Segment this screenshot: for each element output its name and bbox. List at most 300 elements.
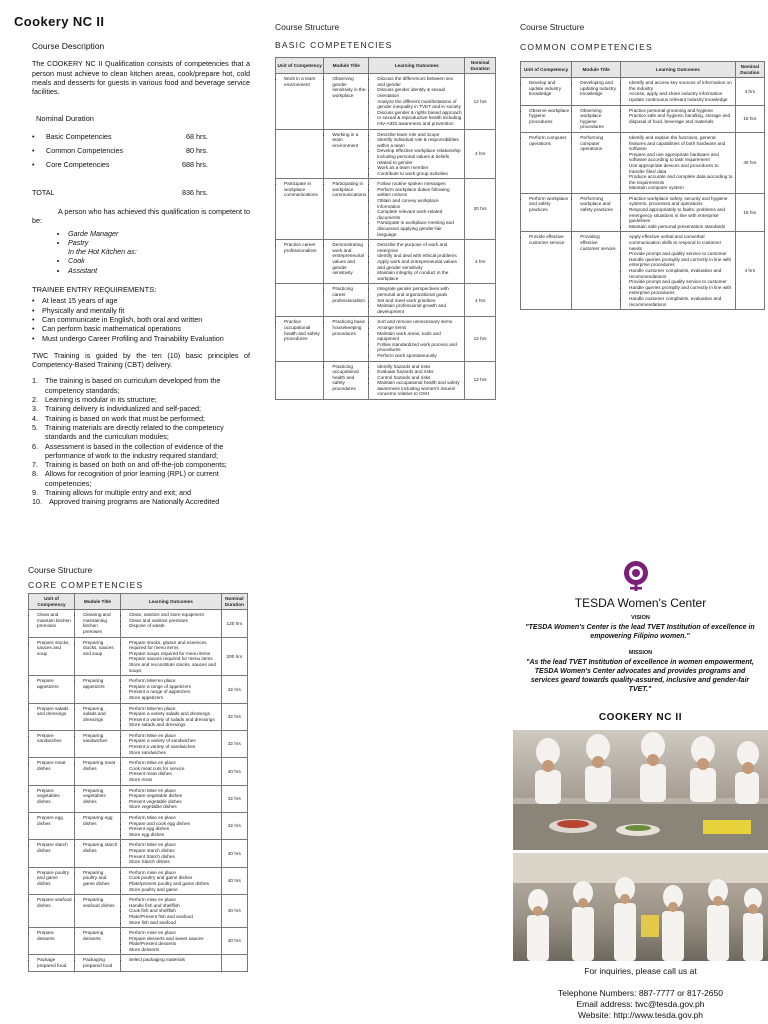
outcome-item: • Produce accurate and complete data according to the requirements: [629, 174, 733, 185]
total-row: [32, 188, 250, 197]
module-cell: [324, 74, 369, 129]
unit-text: • Prepare meat dishes: [37, 760, 72, 771]
outcome-item: • Present egg dishes: [129, 826, 219, 832]
role-item: • Garde Manager: [68, 229, 250, 238]
unit-list: [523, 80, 569, 97]
outcomes-cell: [369, 284, 465, 317]
unit-list: [31, 788, 72, 805]
unit-list: [31, 733, 72, 744]
role-item: • Pastry: [68, 238, 250, 247]
duration-hours: 68 hrs.: [186, 131, 208, 141]
duration-cell: 4 hrs: [735, 232, 764, 310]
outcomes-cell: [369, 240, 465, 284]
unit-text: • Prepare seafood dishes: [37, 897, 72, 908]
outcome-item: • Perform work spontaneously: [377, 353, 462, 359]
outcomes-list: [123, 957, 219, 963]
unit-cell: [29, 637, 75, 676]
unit-text: • Provide effective customer service: [529, 234, 569, 245]
col-module: Module Title: [324, 58, 369, 74]
outcome-item: • Follow routine spoken messages: [377, 181, 462, 187]
duration-cell: 32 hrs: [221, 813, 247, 840]
module-list: [77, 706, 118, 723]
outcomes-list: [123, 612, 219, 629]
tesda-womens-center-logo-icon: [618, 560, 654, 592]
module-cell: [324, 284, 369, 317]
entry-requirement-text: Must undergo Career Profiling and Trainability Evaluation: [42, 333, 224, 343]
outcomes-list: [371, 364, 462, 398]
module-text: • Participating in workplace communications: [332, 181, 366, 198]
principle-number: 2.: [32, 395, 38, 405]
unit-text: • Prepare desserts: [37, 930, 72, 941]
outcome-item: • Plate/Present fish and seafood: [129, 914, 219, 920]
duration-cell: 16 hrs: [735, 105, 764, 132]
outcomes-list: [123, 930, 219, 952]
unit-list: [278, 319, 321, 341]
outcome-item: • Perform Mise en place: [129, 815, 219, 821]
principle-text: The training is based on curriculum developed from the competency standards;: [45, 376, 221, 395]
entry-requirements-list: [32, 296, 250, 342]
table-row: [29, 785, 248, 812]
unit-list: [278, 76, 321, 87]
module-cell: [572, 193, 621, 232]
outcome-item: • Discuss the differences between sex and gender: [377, 76, 462, 87]
duration-cell: 4 hrs: [465, 284, 496, 317]
module-text: • Cleaning and maintaining kitchen premises: [83, 612, 118, 634]
outcome-item: • Work as a team member: [377, 165, 462, 171]
outcome-item: • Describe the purpose of work and enterprise: [377, 242, 462, 253]
table-row: [29, 840, 248, 867]
common-competencies-heading: COMMON COMPETENCIES: [520, 42, 653, 52]
outcomes-cell: [120, 610, 221, 637]
outcomes-list: [623, 108, 733, 125]
outcome-item: • Present meat dishes: [129, 771, 219, 777]
outcomes-cell: [369, 317, 465, 361]
course-description-heading: Course Description: [32, 41, 105, 51]
outcome-item: • Present a variety of sandwiches: [129, 744, 219, 750]
outcomes-cell: [120, 703, 221, 730]
unit-text: • Prepare appetizers: [37, 678, 72, 689]
outcome-item: • Present a range of appetizers: [129, 689, 219, 695]
principle-text: Assessment is based in the collection of evidence of the performance of work to the industry required standard;: [45, 441, 224, 460]
outcome-item: • Present Starch dishes: [129, 854, 219, 860]
outcomes-list: [371, 242, 462, 281]
duration-cell: 12 hrs: [465, 361, 496, 400]
module-cell: [572, 132, 621, 193]
principle-item: [32, 442, 250, 461]
principle-item: [32, 404, 250, 413]
module-cell: [324, 361, 369, 400]
kitchen-photo-trainees-cooking: [513, 730, 768, 850]
duration-cell: 32 hrs: [221, 703, 247, 730]
unit-cell: [276, 129, 324, 179]
outcome-item: • Prepare a variety of sandwiches: [129, 738, 219, 744]
duration-cell: 200 hrs: [221, 637, 247, 676]
role-item: • Assistant: [68, 266, 250, 275]
common-competencies-table: [520, 61, 765, 310]
module-list: [77, 678, 118, 689]
unit-text: • Prepare salads and dressings: [37, 706, 72, 717]
module-text: • Developing and updating industry knowledge: [580, 80, 618, 97]
principle-number: 3.: [32, 404, 38, 414]
outcome-item: • Apply work and entrepreneurial values and gender sensitivity: [377, 259, 462, 270]
outcomes-cell: [369, 129, 465, 179]
outcome-item: • Maintain work areas, tools and equipment: [377, 331, 462, 342]
unit-list: [523, 234, 569, 245]
twc-intro: TWC Training is guided by the ten (10) basic principles of Competency-Based Training (CBT) delivery.: [32, 350, 250, 370]
principle-item: [32, 376, 250, 395]
col-outcomes: Learning Outcomes: [120, 594, 221, 610]
module-cell: [74, 703, 120, 730]
kitchen-photo-class-group: [513, 853, 768, 961]
module-list: [77, 760, 118, 771]
principle-number: 1.: [32, 376, 38, 386]
principle-number: 4.: [32, 413, 38, 423]
unit-list: [31, 870, 72, 887]
outcome-item: • Respond appropriately to faults, problems and emergency situations in line with enterprise guidelines: [629, 207, 733, 224]
outcome-item: • Perform mise en place: [129, 930, 219, 936]
principle-number: 7.: [32, 460, 38, 470]
module-cell: [324, 129, 369, 179]
mission-text: "As the lead TVET Institution of excellence in women empowerment, TESDA Women's Center advocates and provides programs and services geard towards quality-assured, inclusive and gender-fair TVET.": [526, 659, 754, 693]
module-list: [326, 181, 366, 198]
module-list: [77, 870, 118, 887]
table-row: [276, 240, 496, 284]
outcomes-list: [123, 760, 219, 782]
unit-text: • Observe workplace hygiene procedures: [529, 108, 569, 125]
outcome-item: • Store Starch dishes: [129, 859, 219, 865]
outcomes-cell: [369, 179, 465, 240]
unit-cell: [276, 284, 324, 317]
outcomes-list: [123, 678, 219, 700]
unit-text: • Prepare starch dishes: [37, 842, 72, 853]
unit-text: • Develop and update industry knowledge: [529, 80, 569, 97]
table-row: [276, 129, 496, 179]
outcome-item: • Handle customer complaints, evaluation and recommendations: [629, 296, 733, 307]
outcome-item: • Perform Mise'en place: [129, 706, 219, 712]
outcomes-cell: [120, 730, 221, 757]
unit-list: [31, 640, 72, 657]
unit-list: [31, 930, 72, 941]
duration-cell: 16 hrs: [735, 193, 764, 232]
common-course-structure-label: Course Structure: [520, 22, 585, 32]
outcome-item: • Store salads and dressings: [129, 722, 219, 728]
unit-cell: [29, 730, 75, 757]
principle-text: Learning is modular in its structure;: [45, 395, 157, 405]
table-row: [29, 610, 248, 637]
outcome-item: • Store and reconstitute stocks, sauces and soups: [129, 662, 219, 673]
unit-list: [278, 181, 321, 198]
principle-text: Training delivery is individualized and self-paced;: [45, 404, 201, 414]
unit-list: [31, 897, 72, 908]
module-list: [574, 108, 618, 130]
outcome-item: • Evaluate hazards and risks: [377, 369, 462, 375]
unit-text: • Participate in workplace communications: [284, 181, 321, 198]
module-list: [326, 242, 366, 276]
module-text: • Practicing basic housekeeping procedures: [332, 319, 366, 336]
outcome-item: • Maintain computer system: [629, 185, 733, 191]
table-row: [29, 637, 248, 676]
page-title: Cookery NC II: [14, 14, 105, 29]
outcome-item: • Present a variety of salads and dressings: [129, 717, 219, 723]
col-outcomes: Learning Outcomes: [621, 62, 736, 78]
unit-cell: [29, 867, 75, 894]
principle-number: 9.: [32, 487, 38, 497]
outcome-item: • Clean, sanitize and store equipment: [129, 612, 219, 618]
module-cell: [324, 179, 369, 240]
module-list: [326, 319, 366, 336]
unit-text: • Prepare vegetables dishes: [37, 788, 72, 805]
table-row: [521, 105, 765, 132]
entry-requirement-text: Physically and mentally fit: [42, 305, 125, 315]
unit-list: [31, 842, 72, 853]
course-name: COOKERY NC II: [598, 712, 683, 723]
module-cell: [74, 895, 120, 928]
principle-text: Training allows for multiple entry and exit; and: [45, 487, 191, 497]
table-row: [521, 193, 765, 232]
module-list: [574, 135, 618, 152]
module-list: [77, 957, 118, 968]
unit-cell: [29, 676, 75, 703]
outcome-item: • Contribute to work group activities: [377, 171, 462, 177]
module-text: • Performing workplace and safety practices: [580, 196, 618, 213]
unit-cell: [521, 78, 572, 105]
total-label: TOTAL: [32, 187, 55, 197]
outcome-item: • Prepare a variety salads and dressings: [129, 711, 219, 717]
module-list: [326, 76, 366, 98]
unit-cell: [29, 895, 75, 928]
unit-text: • Prepare poultry and game dishes: [37, 870, 72, 887]
module-text: • Performing computer operations: [580, 135, 618, 152]
roles-list: [32, 229, 250, 275]
outcome-item: • Follow standardized work process and procedures: [377, 342, 462, 353]
entry-requirement-item: [32, 324, 250, 333]
module-cell: [74, 730, 120, 757]
module-cell: [74, 928, 120, 955]
module-text: • Preparing salads and dressings: [83, 706, 118, 723]
outcome-item: • Prepare sauces required for menu items: [129, 656, 219, 662]
outcome-item: • Use appropriate devices and procedures to transfer files/ data: [629, 163, 733, 174]
basic-competencies-table: [275, 57, 496, 400]
outcomes-cell: [621, 105, 736, 132]
module-cell: [74, 637, 120, 676]
unit-text: • Perform workplace and safety practices: [529, 196, 569, 213]
unit-list: [31, 815, 72, 826]
outcome-item: • Prepare vegetable dishes: [129, 793, 219, 799]
duration-cell: 40 hrs: [735, 132, 764, 193]
outcomes-cell: [120, 676, 221, 703]
core-competencies-table: [28, 593, 248, 972]
outcomes-cell: [621, 78, 736, 105]
basic-course-structure-label: Course Structure: [275, 22, 340, 32]
unit-list: [278, 242, 321, 253]
outcome-item: • Prepare stocks, glazes and essences required for menu items: [129, 640, 219, 651]
principle-text: Training is based on work that must be performed;: [45, 413, 205, 423]
duration-cell: 32 hrs: [221, 730, 247, 757]
outcomes-list: [623, 234, 733, 307]
outcomes-cell: [120, 813, 221, 840]
course-description-section: [32, 42, 250, 507]
table-row: [29, 813, 248, 840]
duration-hours: 688 hrs.: [182, 160, 208, 170]
module-text: • Preparing appetizers: [83, 678, 118, 689]
module-text: • Preparing starch dishes: [83, 842, 118, 853]
outcomes-list: [371, 286, 462, 314]
duration-cell: 40 hrs: [221, 895, 247, 928]
outcomes-list: [123, 815, 219, 837]
module-cell: [74, 840, 120, 867]
duration-cell: 40 hrs: [221, 840, 247, 867]
module-cell: [74, 813, 120, 840]
unit-cell: [29, 758, 75, 785]
col-unit: Unit of Competency: [29, 594, 75, 610]
vision-label: VISION: [631, 615, 650, 621]
outcome-item: • Integrate gender perspectives with personal and organizational goals: [377, 286, 462, 297]
outcome-item: • Store egg dishes: [129, 832, 219, 838]
outcome-item: • Perform Mise en place: [129, 733, 219, 739]
outcome-item: • Practice personal grooming and hygiene: [629, 108, 733, 114]
module-list: [77, 733, 118, 744]
module-text: • Preparing sandwiches: [83, 733, 118, 744]
outcome-item: • Handle customer complaints, evaluation and recommendations: [629, 268, 733, 279]
module-list: [574, 80, 618, 97]
module-text: • Preparing desserts: [83, 930, 118, 941]
outcome-item: • Identify hazards and risks: [377, 364, 462, 370]
duration-row: [32, 160, 250, 169]
outcome-item: • Prepare starch dishes: [129, 848, 219, 854]
outcome-item: • Provide prompt and quality service to customer: [629, 279, 733, 285]
outcome-item: • Cook meat cuts for service: [129, 766, 219, 772]
unit-cell: [276, 74, 324, 129]
outcomes-cell: [621, 132, 736, 193]
unit-text: • Prepare sandwiches: [37, 733, 72, 744]
module-text: • Providing effective customer service: [580, 234, 618, 251]
entry-requirement-item: [32, 315, 250, 324]
basic-competencies-table-wrap: [275, 57, 496, 400]
table-row: [276, 179, 496, 240]
outcomes-list: [371, 76, 462, 126]
unit-text: • Perform computer operations: [529, 135, 569, 146]
telephone-text: Telephone Numbers: 887-7777 or 817-2650: [558, 988, 723, 998]
col-unit: Unit of Competency: [521, 62, 572, 78]
brand-name: TESDA Women's Center: [574, 596, 707, 610]
bullet: •: [32, 314, 35, 324]
outcome-item: • Clean and sanitize premises: [129, 618, 219, 624]
outcomes-cell: [120, 867, 221, 894]
principle-number: 5.: [32, 422, 38, 432]
principle-text: Training materials are directly related to the competency standards and the curriculum modules;: [45, 422, 224, 442]
table-row: [29, 703, 248, 730]
unit-cell: [29, 955, 75, 971]
module-text: • Practicing career professionalism: [332, 286, 366, 303]
unit-text: • Prepare stocks, sauces and soup: [37, 640, 72, 657]
outcome-item: • Develop effective workplace relationship including personal values & beliefs related to gender: [377, 148, 462, 165]
duration-cell: 4 hrs: [465, 240, 496, 284]
principle-text: Allows for recognition of prior learning (RPL) or current competencies;: [45, 469, 219, 488]
unit-cell: [29, 813, 75, 840]
principle-text: Approved training programs are Nationally Accredited: [49, 497, 220, 507]
module-list: [574, 196, 618, 213]
table-row: [276, 74, 496, 129]
outcome-item: • Perform Mise en place: [129, 842, 219, 848]
unit-list: [523, 135, 569, 146]
unit-cell: [276, 240, 324, 284]
table-row: [29, 867, 248, 894]
col-duration: Nominal Duration: [735, 62, 764, 78]
role-item: • Cook: [68, 256, 250, 265]
table-row: [521, 232, 765, 310]
duration-cell: 12 hrs: [465, 74, 496, 129]
outcomes-list: [623, 196, 733, 230]
duration-cell: 4 hrs: [465, 129, 496, 179]
role-item: In the Hot Kitchen as:: [68, 247, 137, 257]
principle-number: 6.: [32, 441, 38, 451]
module-text: • Preparing egg dishes: [83, 815, 118, 826]
duration-cell: 4 hrs: [735, 78, 764, 105]
principles-list: [32, 376, 250, 506]
outcome-item: • Update continuous relevant industry knowledge: [629, 97, 733, 103]
outcome-item: • Discuss gender & rights based approach to sexual & reproductive health including HIV-AIDS awareness and prevention: [377, 110, 462, 127]
bullet: •: [32, 131, 35, 141]
col-module: Module Title: [74, 594, 120, 610]
unit-cell: [521, 132, 572, 193]
col-duration: Nominal Duration: [465, 58, 496, 74]
module-cell: [572, 232, 621, 310]
outcome-item: • Store sandwiches: [129, 750, 219, 756]
outcome-item: • Obtain and convey workplace information: [377, 198, 462, 209]
outcome-item: • Perform Mise en place: [129, 788, 219, 794]
outcome-item: • Store desserts: [129, 947, 219, 953]
outcome-item: • Apply effective verbal and nonverbal communication skills to respond to customer needs: [629, 234, 733, 251]
module-text: • Practicing occupational health and safety procedures: [332, 364, 366, 392]
module-list: [77, 930, 118, 941]
outcome-item: • Maintain professional growth and development: [377, 303, 462, 314]
outcome-item: • Identify and explain the functions, general features and capabilities of both hardware and software: [629, 135, 733, 152]
module-cell: [572, 78, 621, 105]
unit-cell: [276, 361, 324, 400]
module-text: • Observing gender sensitivity in the workplace: [332, 76, 366, 98]
entry-requirement-text: Can communicate in English, both oral and written: [42, 314, 203, 324]
outcome-item: • Perform mise en place: [129, 870, 219, 876]
outcomes-list: [623, 80, 733, 102]
outcomes-cell: [369, 361, 465, 400]
outcome-item: • Cook poultry and game dishes: [129, 875, 219, 881]
core-course-structure-label: Course Structure: [28, 565, 93, 575]
duration-hours: 80 hrs.: [186, 146, 208, 156]
website-text: Website: http://www.tesda.gov.ph: [578, 1010, 703, 1020]
unit-cell: [521, 193, 572, 232]
outcomes-list: [123, 706, 219, 728]
table-row: [276, 361, 496, 400]
outcome-item: • Control hazards and risks: [377, 375, 462, 381]
duration-name: Common Competencies: [46, 146, 124, 156]
unit-cell: [29, 785, 75, 812]
bullet: •: [32, 146, 35, 156]
outcome-item: • Discuss gender identity & sexual orientation: [377, 87, 462, 98]
core-competencies-heading: CORE COMPETENCIES: [28, 580, 144, 590]
outcomes-list: [371, 181, 462, 237]
outcomes-cell: [120, 928, 221, 955]
unit-cell: [276, 317, 324, 361]
principle-text: Training is based on both on and off-the-job components;: [45, 460, 227, 470]
module-list: [326, 364, 366, 392]
outcomes-list: [123, 897, 219, 925]
principle-number: 10.: [32, 497, 42, 507]
unit-list: [523, 108, 569, 125]
table-row: [276, 284, 496, 317]
outcome-item: • Dispose of waste: [129, 623, 219, 629]
outcome-item: • Practice workplace safety, security and hygiene systems, processes and operations: [629, 196, 733, 207]
module-cell: [74, 758, 120, 785]
